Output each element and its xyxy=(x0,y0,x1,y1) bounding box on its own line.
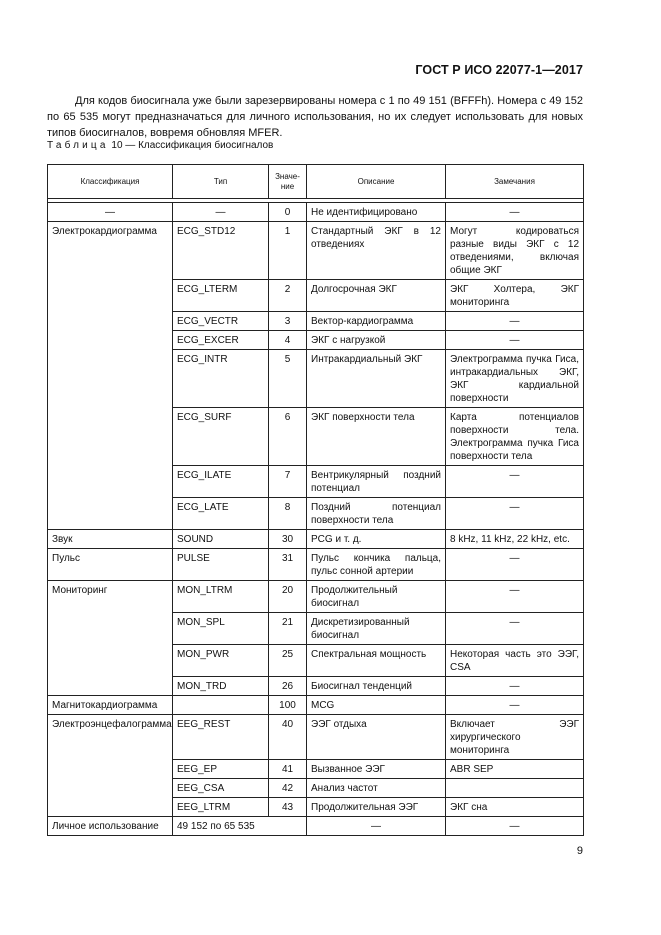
cell-class: Магнитокардиограмма xyxy=(48,696,173,715)
table-row xyxy=(48,581,584,613)
cell-desc: Долгосрочная ЭКГ xyxy=(307,280,446,312)
cell-remark: — xyxy=(446,312,584,331)
cell-remark: — xyxy=(446,696,584,715)
cell-remark: — xyxy=(446,466,584,498)
cell-value: 6 xyxy=(269,408,307,466)
cell-desc: Анализ частот xyxy=(307,779,446,798)
cell-type: ECG_STD12 xyxy=(173,222,269,280)
intro-paragraph xyxy=(47,93,583,141)
table-row xyxy=(48,549,584,581)
cell-type: ECG_VECTR xyxy=(173,312,269,331)
cell-remark: — xyxy=(446,677,584,696)
cell-type: ECG_ILATE xyxy=(173,466,269,498)
cell-value: 2 xyxy=(269,280,307,312)
table-row xyxy=(48,530,584,549)
cell-type: ECG_LTERM xyxy=(173,280,269,312)
cell-class: Электрокардиограмма xyxy=(48,222,173,530)
cell-desc: Продолжительная ЭЭГ xyxy=(307,798,446,817)
cell-desc: ЭКГ с нагрузкой xyxy=(307,331,446,350)
cell-desc: Поздний потенциал поверхности тела xyxy=(307,498,446,530)
cell-class: Звук xyxy=(48,530,173,549)
cell-type: MON_LTRM xyxy=(173,581,269,613)
cell-value: 7 xyxy=(269,466,307,498)
intro-text: Для кодов биосигнала уже были зарезервированы номера с 1 по 49 151 (BFFFh). Номера с 49 152 по 65 535 могут предназначаться для личного использования, но их следует использовать для новых типов биосигналов, вовремя обновляя MFER. xyxy=(47,95,583,139)
table-row xyxy=(48,222,584,280)
cell-class: Электроэнцефалограмма xyxy=(48,715,173,817)
table-header-row xyxy=(48,165,584,199)
cell-remark: Некоторая часть это ЭЭГ, CSA xyxy=(446,645,584,677)
cell-class: Мониторинг xyxy=(48,581,173,696)
cell-value: 43 xyxy=(269,798,307,817)
cell-value: 42 xyxy=(269,779,307,798)
cell-remark xyxy=(446,779,584,798)
caption-title: 10 — Классификация биосигналов xyxy=(108,140,274,151)
cell-desc: MCG xyxy=(307,696,446,715)
cell-value: 100 xyxy=(269,696,307,715)
cell-remark: ЭКГ сна xyxy=(446,798,584,817)
header-description: Описание xyxy=(307,165,446,199)
cell-remark: — xyxy=(446,331,584,350)
header-type: Тип xyxy=(173,165,269,199)
page-number: 9 xyxy=(576,845,583,857)
cell-type: ECG_INTR xyxy=(173,350,269,408)
cell-remark: — xyxy=(446,549,584,581)
biosignal-classification-table xyxy=(47,164,584,836)
cell-type: EEG_LTRM xyxy=(173,798,269,817)
header-classification: Классификация xyxy=(48,165,173,199)
cell-remark: Включает ЭЭГ хирургического мониторинга xyxy=(446,715,584,760)
cell-value: 21 xyxy=(269,613,307,645)
cell-remark: — xyxy=(446,817,584,836)
cell-type: MON_TRD xyxy=(173,677,269,696)
cell-desc: Пульс кончика пальца, пульс сонной артерии xyxy=(307,549,446,581)
cell-type: PULSE xyxy=(173,549,269,581)
cell-desc: Вентрикулярный поздний потенциал xyxy=(307,466,446,498)
cell-value: 40 xyxy=(269,715,307,760)
cell-value: 25 xyxy=(269,645,307,677)
cell-desc: ЭКГ поверхности тела xyxy=(307,408,446,466)
cell-class: Личное использование xyxy=(48,817,173,836)
cell-type: ECG_LATE xyxy=(173,498,269,530)
cell-class: Пульс xyxy=(48,549,173,581)
caption-label: Таблица xyxy=(47,140,109,151)
cell-type: EEG_EP xyxy=(173,760,269,779)
table-caption xyxy=(47,140,273,151)
cell-desc: Стандартный ЭКГ в 12 отведениях xyxy=(307,222,446,280)
table-row xyxy=(48,817,584,836)
cell-type: EEG_REST xyxy=(173,715,269,760)
cell-value: 5 xyxy=(269,350,307,408)
cell-type: MON_SPL xyxy=(173,613,269,645)
cell-type: 49 152 по 65 535 xyxy=(173,817,307,836)
cell-desc: Продолжительный биосигнал xyxy=(307,581,446,613)
cell-desc: Интракардиальный ЭКГ xyxy=(307,350,446,408)
cell-value: 3 xyxy=(269,312,307,331)
cell-desc: — xyxy=(307,817,446,836)
table-row xyxy=(48,696,584,715)
cell-remark: ЭКГ Холтера, ЭКГ мониторинга xyxy=(446,280,584,312)
cell-desc: Биосигнал тенденций xyxy=(307,677,446,696)
cell-desc: Вызванное ЭЭГ xyxy=(307,760,446,779)
cell-value: 4 xyxy=(269,331,307,350)
cell-class: — xyxy=(48,203,173,222)
cell-value: 20 xyxy=(269,581,307,613)
cell-desc: ЭЭГ отдыха xyxy=(307,715,446,760)
cell-value: 1 xyxy=(269,222,307,280)
cell-remark: — xyxy=(446,613,584,645)
cell-remark: — xyxy=(446,498,584,530)
cell-value: 30 xyxy=(269,530,307,549)
cell-type: ECG_SURF xyxy=(173,408,269,466)
cell-type xyxy=(173,696,269,715)
cell-type: SOUND xyxy=(173,530,269,549)
cell-desc: Спектральная мощность xyxy=(307,645,446,677)
cell-value: 0 xyxy=(269,203,307,222)
cell-type: MON_PWR xyxy=(173,645,269,677)
cell-desc: Дискретизированный биосигнал xyxy=(307,613,446,645)
cell-remark: Могут кодироваться разные виды ЭКГ с 12 отведениями, включая общие ЭКГ xyxy=(446,222,584,280)
cell-remark: — xyxy=(446,203,584,222)
cell-type: EEG_CSA xyxy=(173,779,269,798)
cell-desc: PCG и т. д. xyxy=(307,530,446,549)
cell-desc: Не идентифицировано xyxy=(307,203,446,222)
header-value: Значе- ние xyxy=(269,165,307,199)
cell-remark: Карта потенциалов поверхности тела. Электрограмма пучка Гиса поверхности тела xyxy=(446,408,584,466)
cell-remark: ABR SEP xyxy=(446,760,584,779)
cell-value: 31 xyxy=(269,549,307,581)
cell-value: 26 xyxy=(269,677,307,696)
table-row xyxy=(48,203,584,222)
cell-desc: Вектор-кардиограмма xyxy=(307,312,446,331)
cell-remark: Электрограмма пучка Гиса, интракардиальных ЭКГ, ЭКГ кардиальной поверхности xyxy=(446,350,584,408)
standard-designation: ГОСТ Р ИСО 22077-1—2017 xyxy=(415,63,583,77)
table-row xyxy=(48,715,584,760)
cell-value: 41 xyxy=(269,760,307,779)
cell-remark: — xyxy=(446,581,584,613)
header-remarks: Замечания xyxy=(446,165,584,199)
cell-value: 8 xyxy=(269,498,307,530)
cell-type: — xyxy=(173,203,269,222)
cell-type: ECG_EXCER xyxy=(173,331,269,350)
cell-remark: 8 kHz, 11 kHz, 22 kHz, etc. xyxy=(446,530,584,549)
